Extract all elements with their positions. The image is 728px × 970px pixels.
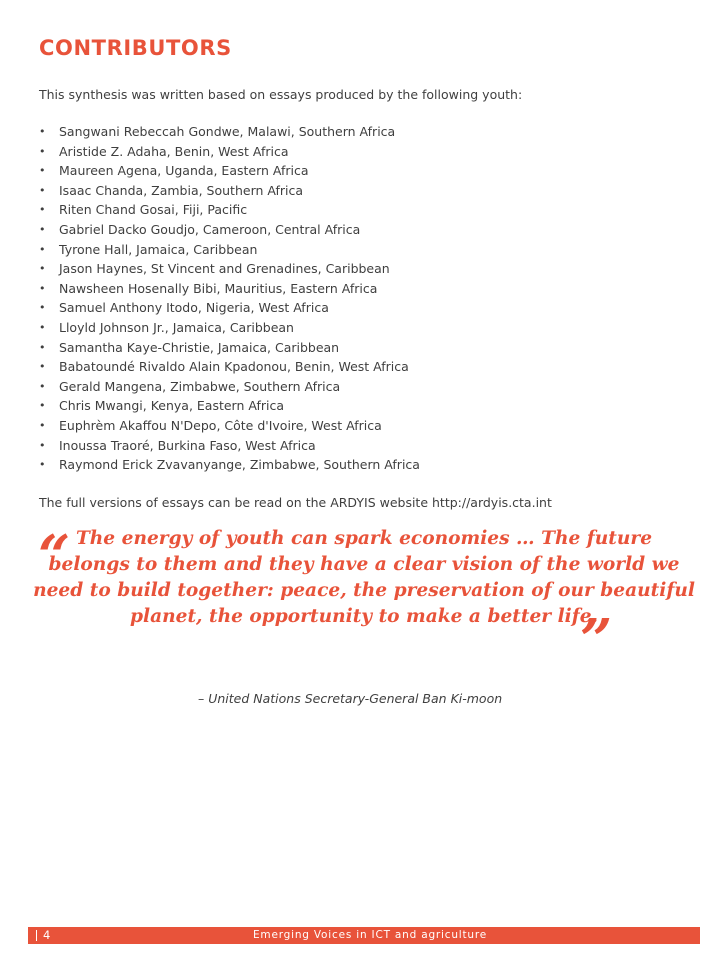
contributor-name: Jason Haynes, St Vincent and Grenadines, Caribbean: [59, 261, 390, 277]
contributor-name: Euphrèm Akaffou N'Depo, Côte d'Ivoire, West Africa: [59, 417, 382, 433]
bullet-icon: •: [39, 458, 46, 472]
contributor-name: Tyrone Hall, Jamaica, Caribbean: [59, 241, 258, 257]
contributor-name: Gabriel Dacko Goudjo, Cameroon, Central Africa: [59, 221, 361, 237]
contributor-name: Chris Mwangi, Kenya, Eastern Africa: [59, 398, 285, 414]
contributor-item: [39, 318, 420, 338]
contributor-name: Isaac Chanda, Zambia, Southern Africa: [59, 182, 304, 198]
bullet-icon: •: [39, 222, 46, 236]
contributor-item: [39, 142, 420, 162]
contributor-item: [39, 220, 420, 240]
quote-attribution: – United Nations Secretary-General Ban Ki-moon: [198, 691, 503, 706]
contributor-name: Nawsheen Hosenally Bibi, Mauritius, Eastern Africa: [59, 280, 378, 296]
contributor-item: [39, 338, 420, 358]
quote-line: planet, the opportunity to make a better life.: [130, 606, 598, 627]
page-footer: [28, 927, 700, 944]
contributor-list: [39, 122, 420, 475]
contributor-item: [39, 181, 420, 201]
close-quote-mark: ”: [580, 607, 613, 673]
contributor-item: [39, 436, 420, 456]
contributor-item: [39, 416, 420, 436]
bullet-icon: •: [39, 360, 46, 374]
bullet-icon: •: [39, 164, 46, 178]
contributor-name: Samantha Kaye-Christie, Jamaica, Caribbean: [59, 339, 340, 355]
contributor-item: [39, 200, 420, 220]
publication-title: Emerging Voices in ICT and agriculture: [253, 929, 488, 941]
contributor-name: Lloyld Johnson Jr., Jamaica, Caribbean: [59, 319, 294, 335]
contributor-name: Sangwani Rebeccah Gondwe, Malawi, Southern Africa: [59, 124, 396, 139]
contributor-item: [39, 298, 420, 318]
bullet-icon: •: [39, 262, 46, 276]
bullet-icon: •: [39, 281, 46, 295]
bullet-icon: •: [39, 320, 46, 334]
contributor-item: [39, 279, 420, 299]
footer-divider: [36, 930, 37, 941]
bullet-icon: •: [39, 144, 46, 158]
contributor-item: [39, 259, 420, 279]
bullet-icon: •: [39, 379, 46, 393]
page-heading: CONTRIBUTORS: [39, 36, 232, 60]
bullet-icon: •: [39, 340, 46, 354]
bullet-icon: •: [39, 399, 46, 413]
contributor-name: Maureen Agena, Uganda, Eastern Africa: [59, 163, 309, 179]
bullet-icon: •: [39, 183, 46, 197]
contributor-item: [39, 396, 420, 416]
bullet-icon: •: [39, 418, 46, 432]
quote-line: need to build together: peace, the preservation of our beautiful: [33, 580, 695, 601]
contributor-item: [39, 161, 420, 181]
quote-line: The energy of youth can spark economies … The future: [75, 528, 653, 549]
bullet-icon: •: [39, 438, 46, 452]
page-number: 4: [43, 928, 51, 942]
contributor-name: Aristide Z. Adaha, Benin, West Africa: [59, 143, 289, 159]
website-note: The full versions of essays can be read on the ARDYIS website http://ardyis.cta.int: [39, 495, 552, 510]
contributor-item: [39, 455, 420, 475]
contributor-item: [39, 122, 420, 142]
contributor-name: Raymond Erick Zvavanyange, Zimbabwe, Southern Africa: [59, 457, 420, 473]
bullet-icon: •: [39, 301, 46, 315]
bullet-icon: •: [39, 125, 46, 138]
intro-text: This synthesis was written based on essays produced by the following youth:: [39, 87, 523, 102]
bullet-icon: •: [39, 242, 46, 256]
contributor-item: [39, 240, 420, 260]
contributor-item: [39, 377, 420, 397]
contributor-name: Riten Chand Gosai, Fiji, Pacific: [59, 202, 248, 218]
contributor-name: Inoussa Traoré, Burkina Faso, West Africa: [59, 437, 316, 453]
open-quote-mark: “: [38, 523, 71, 589]
contributor-name: Babatoundé Rivaldo Alain Kpadonou, Benin, West Africa: [59, 359, 409, 375]
contributor-item: [39, 357, 420, 377]
quote-line: belongs to them and they have a clear vision of the world we: [48, 554, 680, 575]
bullet-icon: •: [39, 203, 46, 217]
contributor-name: Samuel Anthony Itodo, Nigeria, West Africa: [59, 300, 329, 316]
contributor-name: Gerald Mangena, Zimbabwe, Southern Africa: [59, 378, 341, 394]
